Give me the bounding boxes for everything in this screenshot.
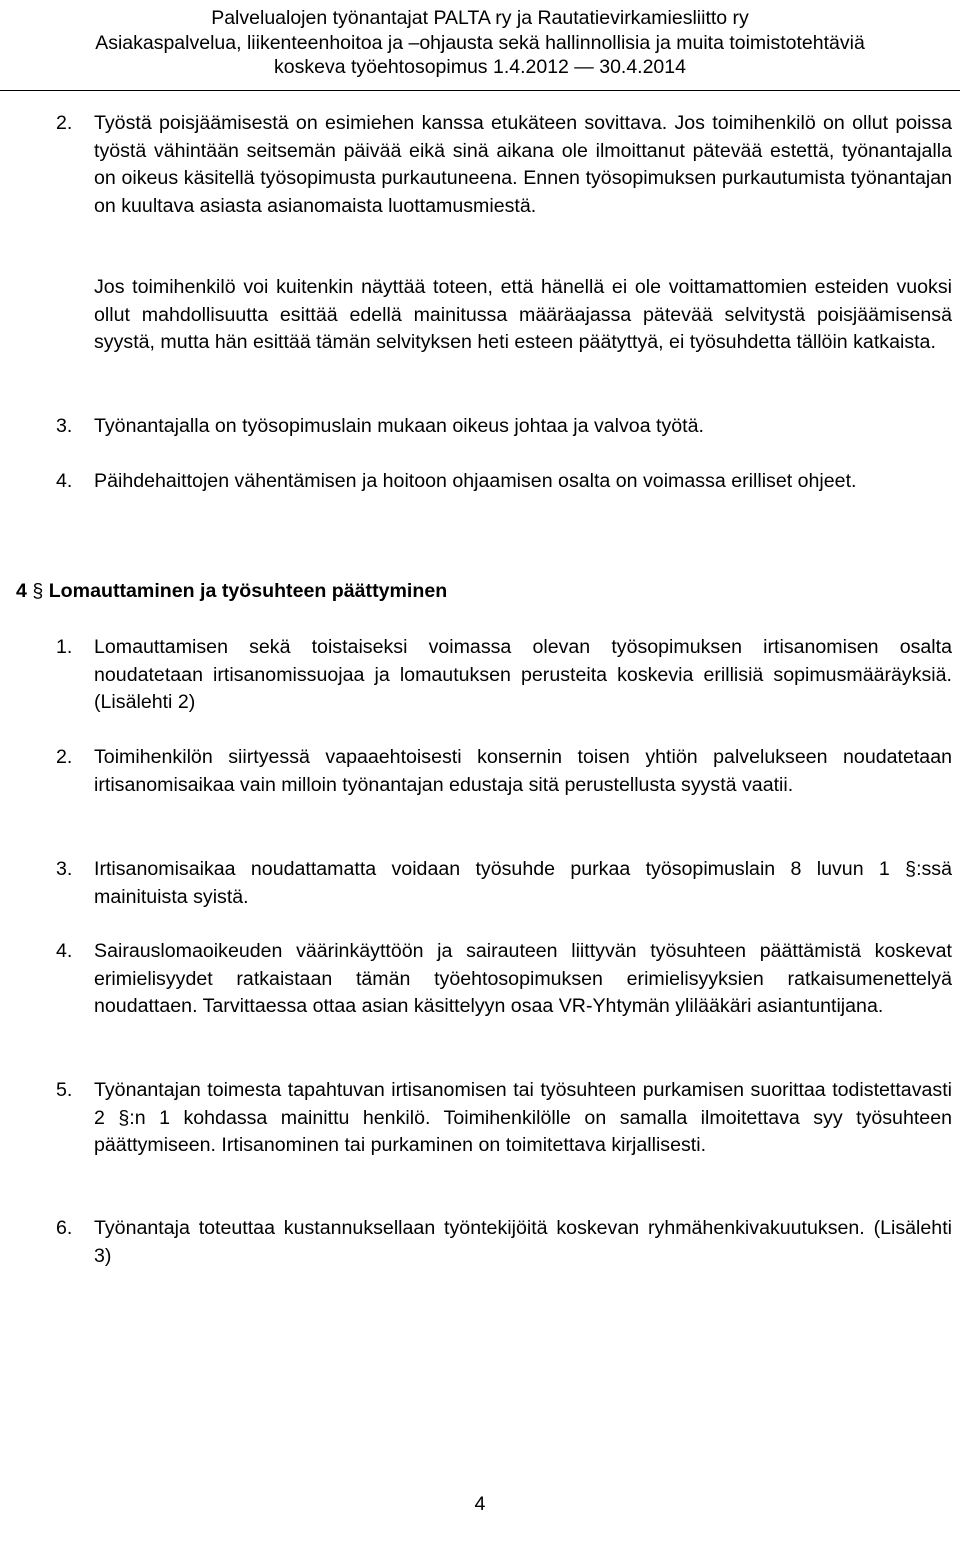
list-item-number: 4.: [56, 470, 73, 492]
section-number: 4: [16, 580, 27, 602]
list-item-text: Irtisanomisaikaa noudattamatta voidaan työsuhde purkaa työsopimuslain 8 luvun 1 §:ssä mainituista syistä.: [94, 858, 952, 908]
header-line-1: Palvelualojen työnantajat PALTA ry ja Rautatievirkamiesliitto ry: [211, 7, 749, 29]
list-item-text: Työnantaja toteuttaa kustannuksellaan työntekijöitä koskevan ryhmähenkivakuutuksen. (Lisälehti 3): [94, 1217, 952, 1267]
list-item-text: Sairauslomaoikeuden väärinkäyttöön ja sairauteen liittyvän työsuhteen päättämistä koskevat erimielisyydet ratkaistaan tämän työehtosopimuksen erimielisyyksien ratkaisumenettelyä noudattaen. Tarvittaessa ottaa asian käsittelyyn osaa VR-Yhtymän ylilääkäri asiantuntijana.: [94, 940, 952, 1017]
section-title: Lomauttaminen ja työsuhteen päättyminen: [48, 580, 448, 602]
list-item-number: 3.: [56, 858, 73, 880]
continuation-paragraph: Jos toimihenkilö voi kuitenkin näyttää toteen, että hänellä ei ole voittamattomien esteiden vuoksi ollut mahdollisuutta esittää edellä mainitussa määräajassa pätevää selvitystä poisjäämisensä syystä, mutta hän esittää tämän selvityksen heti esteen päätyttyä, ei työsuhdetta tällöin katkaista.: [94, 276, 952, 353]
list-item-number: 2.: [56, 746, 73, 768]
page-number: 4: [474, 1493, 486, 1515]
list-item-text: Päihdehaittojen vähentämisen ja hoitoon ohjaamisen osalta on voimassa erilliset ohjeet.: [94, 470, 857, 492]
list-item-number: 3.: [56, 415, 73, 437]
header-line-2: Asiakaspalvelua, liikenteenhoitoa ja –ohjausta sekä hallinnollisia ja muita toimistotehtäviä: [95, 31, 865, 54]
list-item-text: Työnantajalla on työsopimuslain mukaan oikeus johtaa ja valvoa työtä.: [94, 415, 704, 437]
list-item-text: Lomauttamisen sekä toistaiseksi voimassa olevan työsopimuksen irtisanomisen osalta noudatetaan irtisanomissuojaa ja lomautuksen perusteita koskevia erillisiä sopimusmääräyksiä. (Lisälehti 2): [94, 636, 952, 713]
list-item-number: 5.: [56, 1079, 73, 1101]
list-item-number: 4.: [56, 940, 73, 962]
section-heading: [16, 578, 447, 606]
list-item-number: 2.: [56, 112, 73, 134]
list-item-number: 1.: [56, 636, 73, 658]
list-item-text: Työstä poisjäämisestä on esimiehen kanssa etukäteen sovittava. Jos toimihenkilö on ollut poissa työstä vähintään seitsemän päivää eikä sinä aikana ole ilmoittanut pätevää estettä, työnantajalla on oikeus käsitellä työsopimusta purkautuneena. Ennen työsopimuksen purkautumista työnantajan on kuultava asiasta asianomaista luottamusmiestä.: [94, 112, 952, 217]
list-item-number: 6.: [56, 1217, 73, 1239]
page-header: [0, 6, 960, 80]
list-item-text: Toimihenkilön siirtyessä vapaaehtoisesti konsernin toisen yhtiön palvelukseen noudatetaan irtisanomisaikaa vain milloin työnantajan edustaja sitä perustellusta syystä vaatii.: [94, 746, 952, 796]
section-symbol: §: [32, 580, 44, 602]
header-line-3: koskeva työehtosopimus 1.4.2012 — 30.4.2014: [274, 56, 686, 78]
header-divider: [0, 90, 960, 91]
list-item-text: Työnantajan toimesta tapahtuvan irtisanomisen tai työsuhteen purkamisen suorittaa todistettavasti 2 §:n 1 kohdassa mainittu henkilö. Toimihenkilölle on samalla ilmoitettava syy työsuhteen päättymiseen. Irtisanominen tai purkaminen on toimitettava kirjallisesti.: [94, 1079, 952, 1156]
